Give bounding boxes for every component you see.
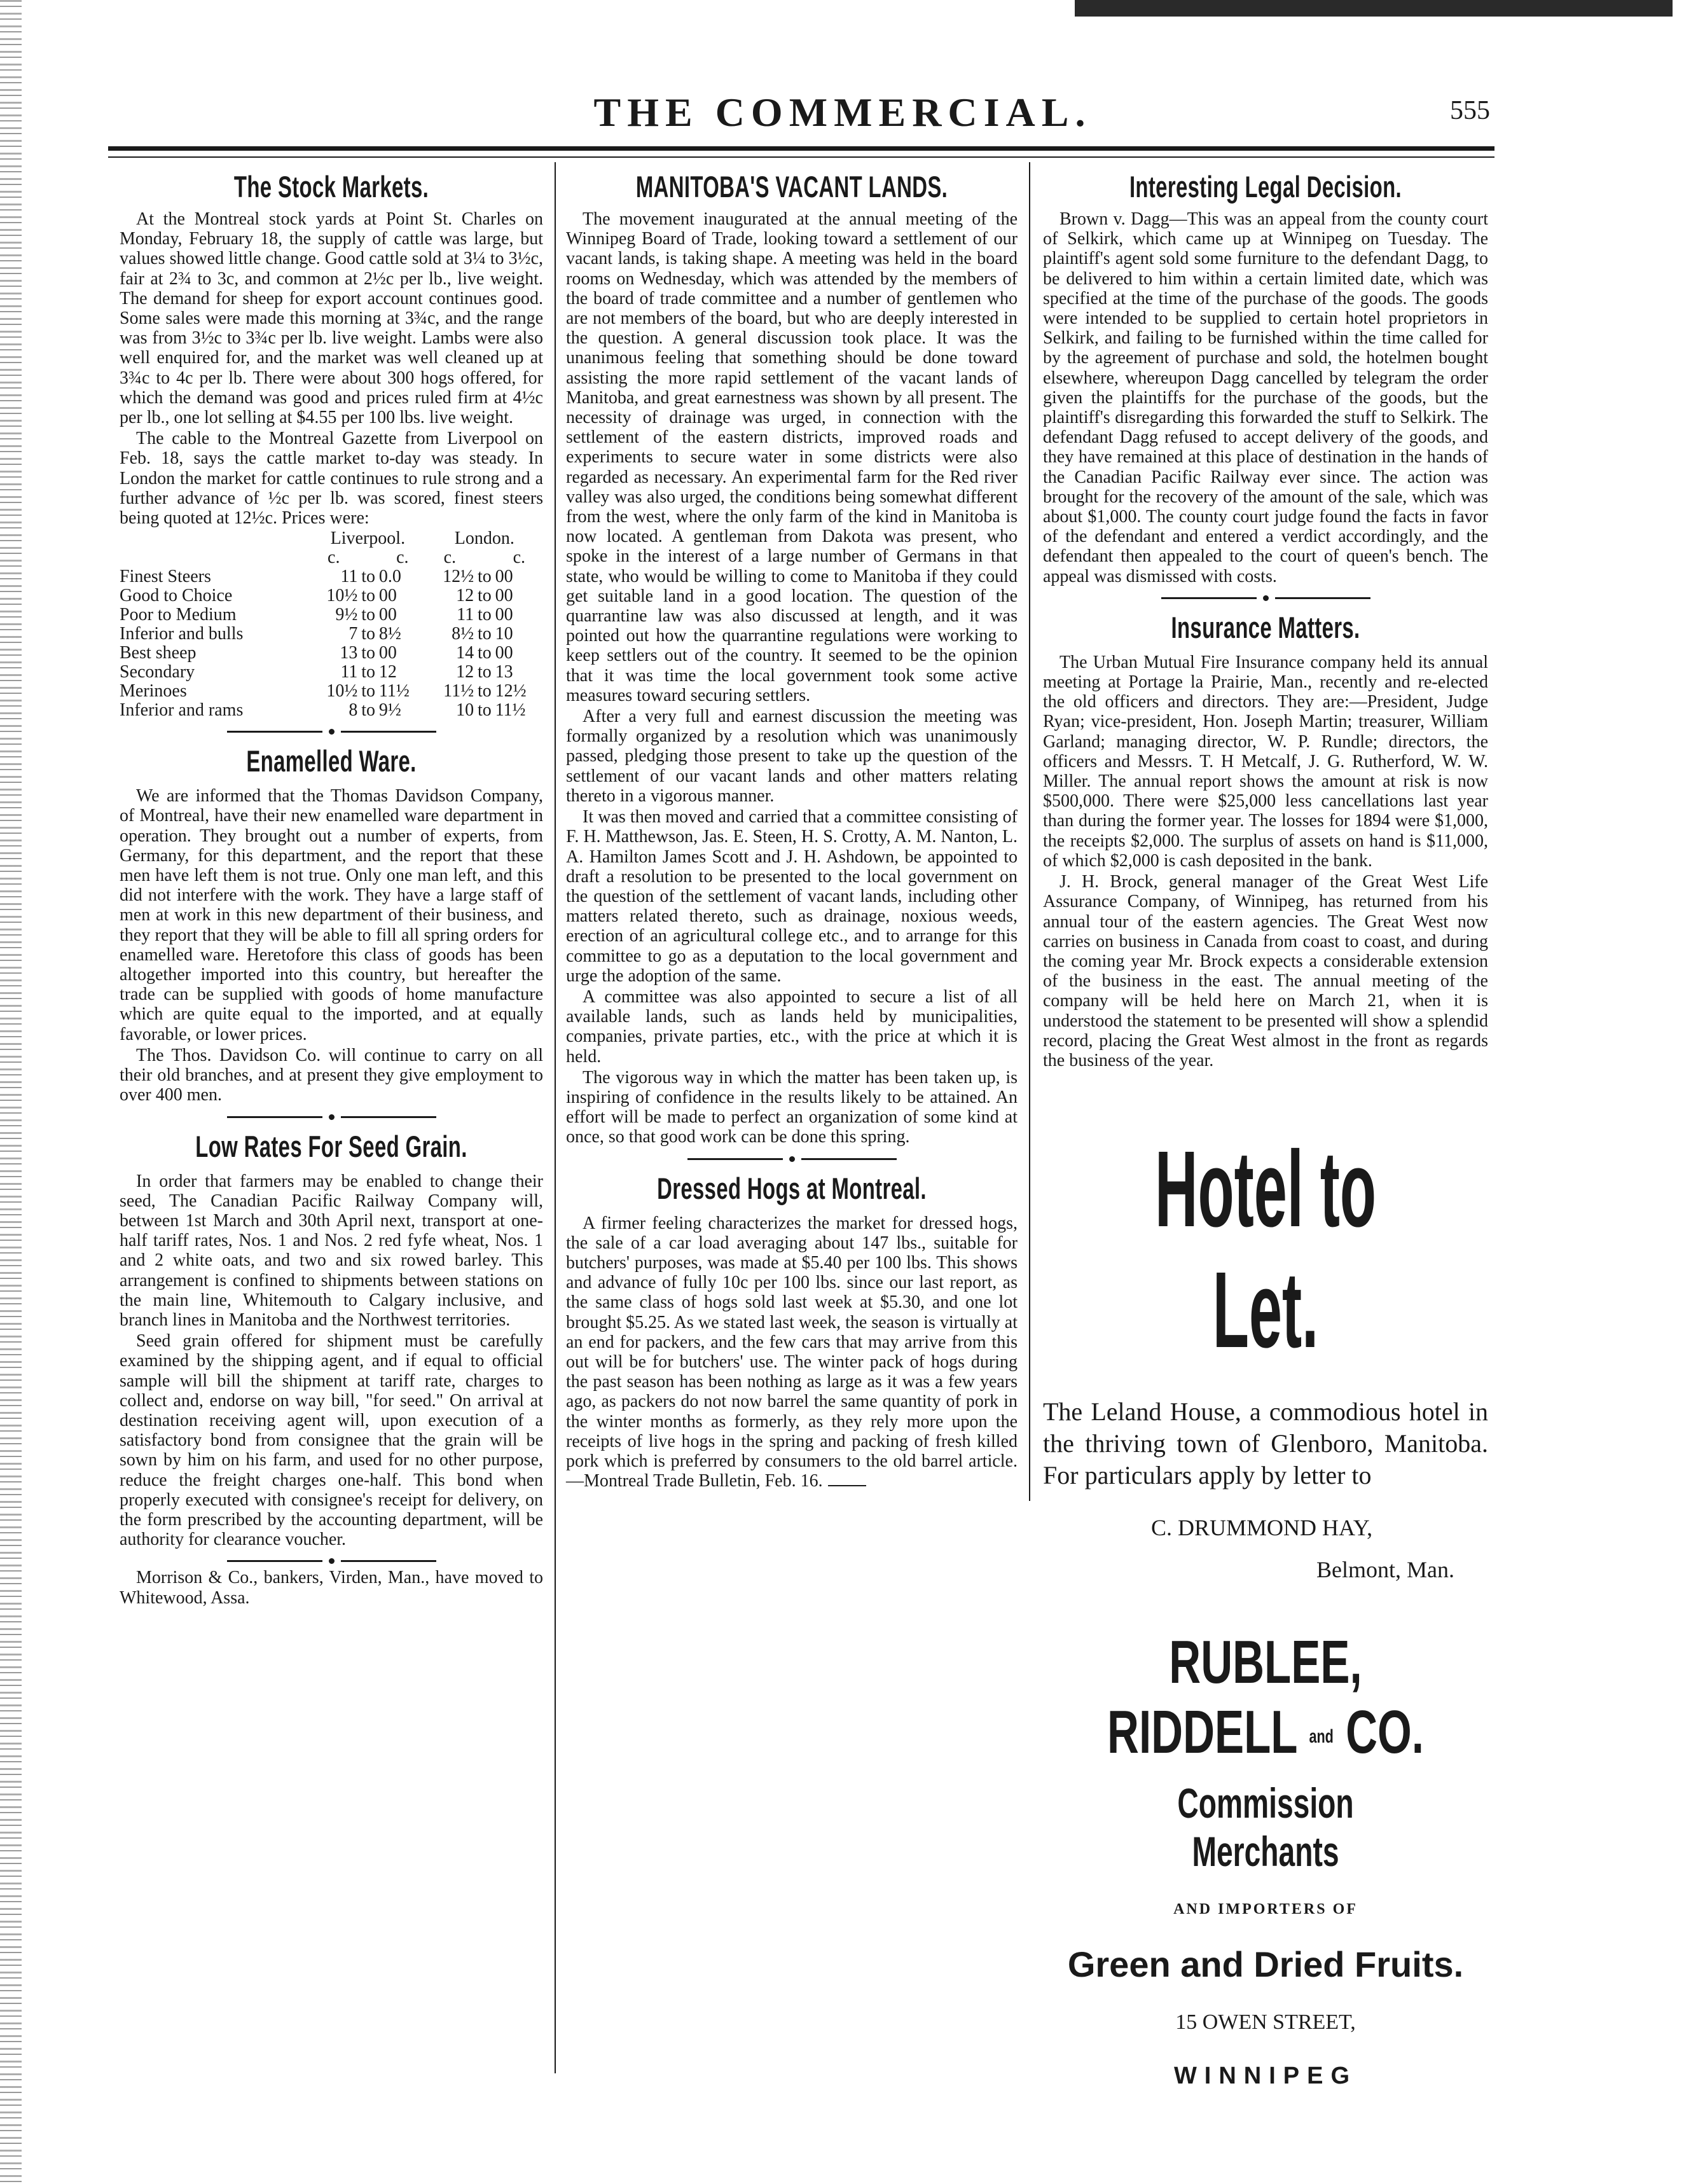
price-value: 00 — [495, 586, 513, 606]
price-value: 8½ — [378, 624, 401, 644]
table-header-row — [120, 529, 543, 548]
to-word: to — [361, 586, 376, 606]
row-label: Poor to Medium — [120, 605, 237, 625]
hotel-ad-place: Belmont, Man. — [1316, 1557, 1454, 1583]
table-row — [120, 605, 543, 625]
article-title: Interesting Legal Decision. — [1129, 170, 1402, 204]
paragraph: After a very full and earnest discussion the meeting was formally organized by a resolution which was unanimously passed, pledging those present to take up the question of the settlement of our vacant lands and other matters relating thereto in a vigorous manner. — [566, 707, 1018, 806]
column-divider — [1029, 162, 1030, 1501]
row-label: Secondary — [120, 662, 195, 682]
spacer — [1043, 1583, 1488, 1628]
table-row — [120, 567, 543, 586]
section-divider — [566, 1156, 1018, 1162]
price-value: 00 — [378, 586, 397, 606]
paragraph: The movement inaugurated at the annual meeting of the Winnipeg Board of Trade, looking toward a settlement of our vacant lands, is taking shape. A meeting was held in the board rooms on Wednesday, which was attended by the members of the board of trade committee and a number of gentlemen who are not members of the board, but who are deeply interested in the question. A general discussion took place. It was the unanimous feeling that something should be done toward assisting the more rapid settlement of the vacant lands of Manitoba, and great earnestness was shown by all present. The necessity of drainage was urged, in connection with the settlement of the eastern districts, improved roads and experiments to secure water in some districts were also regarded as necessary. An experimental farm for the Red river valley was also urged, the conditions being somewhat different from the west, where the only farm of the kind in Manitoba is now located. A gentleman from Dakota was present, who spoke in the interest of a large number of Germans in that state, who would be willing to come to Manitoba if they could get suitable land in a good location. The question of the quarrantine law was also discussed at length, and it was pointed out how the quarrantine regulations were working to keep settlers out of the country. It seemed to be the opinion that it was time the local government took some active measures toward securing settlers. — [566, 209, 1018, 705]
paragraph: Morrison & Co., bankers, Virden, Man., have moved to Whitewood, Assa. — [120, 1568, 543, 1608]
article-title: Dressed Hogs at Montreal. — [657, 1171, 927, 1205]
paragraph: Brown v. Dagg—This was an appeal from the county court of Selkirk, which came up at Winnipeg on Tuesday. The plaintiff's agent sold some furniture to the defendant Dagg, to be delivered to him within a certain limited date, which was specified at the time of the purchase of the goods. The goods were intended to be supplied to certain hotel proprietors in Selkirk, and failing to be furnished within the time called for by the agreement of purchase and sold, the hotelmen bought elsewhere, whereupon Dagg cancelled by telegram the order given the plaintiffs for the purchase of the goods, but the plaintiff's disregarding this forwarded the stuff to Selkirk. The defendant Dagg refused to accept delivery of the goods, and they have remained at this place of destination in the hands of the Canadian Pacific Railway ever since. The action was brought for the recovery of the amount of the sale, which was about $1,000. The county court judge found the facts in favor of the defendant and entered a verdict accordingly, and the defendant then appealed to the court of queen's bench. The appeal was dismissed with costs. — [1043, 209, 1488, 586]
hotel-ad-name: C. DRUMMOND HAY, — [1151, 1515, 1373, 1541]
table-unit-row — [120, 548, 543, 567]
price-value: 11 — [457, 605, 474, 625]
price-value: 14 — [456, 643, 474, 663]
price-value: 00 — [495, 643, 513, 663]
row-label: Inferior and bulls — [120, 624, 244, 644]
to-word: to — [477, 700, 492, 721]
section-divider — [120, 729, 543, 735]
article-title: MANITOBA'S VACANT LANDS. — [635, 170, 948, 204]
article-title: Low Rates For Seed Grain. — [195, 1129, 467, 1163]
table-row — [120, 663, 543, 682]
rublee-name-line — [1105, 1628, 1426, 1767]
price-value: 13 — [495, 662, 513, 682]
article-title: Enamelled Ware. — [246, 744, 417, 778]
scan-edge — [0, 0, 22, 2184]
price-value: 10½ — [326, 681, 358, 702]
paragraph: The Urban Mutual Fire Insurance company held its annual meeting at Portage la Prairie, Man., recently and re-elected the old officers and directors. They are:—President, Judge Ryan; vice-president, Hon. Joseph Martin; treasurer, William Garland; managing director, W. P. Rundle; directors, the officers and Messrs. T. H Metcalf, J. G. Rutherford, W. W. Miller. The annual report shows the amount at risk is now $500,000. There were $25,000 less cancellations last year than during the former year. The losses for 1894 were $1,000, the receipts $2,000. The surplus of assets on hand is $11,000, of which $2,000 is cash deposited in the bank. — [1043, 652, 1488, 871]
masthead: THE COMMERCIAL. — [593, 90, 1092, 135]
price-value: 12½ — [495, 681, 527, 702]
rublee-fruits: Green and Dried Fruits. — [1067, 1944, 1464, 1985]
paragraph — [566, 1213, 1018, 1491]
price-value: 13 — [340, 643, 358, 663]
prices-table — [120, 529, 543, 720]
price-value: 00 — [378, 605, 397, 625]
price-value: 0.0 — [378, 567, 401, 587]
paragraph: A committee was also appointed to secure a list of all available lands, such as lands held by municipalities, companies, private parties, etc., with the price at which it is held. — [566, 986, 1018, 1067]
section-divider — [1043, 595, 1488, 601]
paragraph: The vigorous way in which the matter has been taken up, is inspiring of confidence in the results likely to be attained. An effort will be made to perfect an organization of some kind at once, so that good work can be done this spring. — [566, 1067, 1018, 1147]
to-word: to — [361, 681, 376, 702]
column-2 — [566, 167, 1018, 1492]
unit-label: c. — [328, 548, 340, 568]
price-value: 12½ — [443, 567, 474, 587]
rublee-name: RUBLEE, RIDDELL — [1107, 1628, 1362, 1767]
paragraph: In order that farmers may be enabled to change their seed, The Canadian Pacific Railway Company will, between 1st March and 30th April next, transport at one-half tariff rates, Nos. 1 and Nos. 2 red fyfe wheat, Nos. 1 and 2 white oats, and two and six rowed barley. This arrangement is confined to shipments between stations on the main line, Whitemouth to Calgary inclusive, and branch lines in Manitoba and the Northwest territories. — [120, 1171, 543, 1330]
to-word: to — [361, 567, 376, 587]
article-title: Insurance Matters. — [1171, 610, 1360, 644]
to-word: to — [361, 605, 376, 625]
to-word: to — [361, 700, 376, 721]
header-liverpool: Liverpool. — [330, 529, 406, 549]
to-word: to — [361, 662, 376, 682]
row-label: Merinoes — [120, 681, 187, 702]
table-row — [120, 586, 543, 605]
price-value: 10 — [495, 624, 513, 644]
paragraph: J. H. Brock, general manager of the Great West Life Assurance Company, of Winnipeg, has returned from his annual tour of the eastern agencies. The Great West now carries on business in Canada from coast to coast, and during the coming year Mr. Brock expects a considerable extension of the business in the east. The annual meeting of the company will be held here on March 21, when it is understood the statement to be presented will show a splendid record, placing the Great West almost in the front as regards the business of the year. — [1043, 872, 1488, 1070]
price-value: 9½ — [335, 605, 358, 625]
price-value: 11½ — [378, 681, 410, 702]
price-value: 11½ — [495, 700, 526, 721]
price-value: 00 — [378, 643, 397, 663]
scan-top-bar — [1075, 0, 1673, 17]
table-row — [120, 625, 543, 644]
paragraph-text: A firmer feeling characterizes the market for dressed hogs, the sale of a car load averaging about 147 lbs., suitable for butchers' purposes, was made at $5.40 per 100 lbs. This shows and advance of fully 10c per 100 lbs. since our last report, as the same class of hogs sold last week at $5.30, and one lot brought $5.25. As we stated last week, the season is virtually at an end for packers, and the few cars that may arrive from this out will be for butchers' use. The winter pack of hogs during the past season has been nothing as large as it was a few years ago, as packers do not now barrel the same quantity of pork in the winter months as formerly, as they rely more upon the receipts of live hogs in the spring and packing of fresh killed pork which is preferred by consumers to the old barrel article. —Montreal Trade Bulletin, Feb. 16. — [566, 1213, 1018, 1491]
price-value: 12 — [378, 662, 397, 682]
paragraph: The cable to the Montreal Gazette from Liverpool on Feb. 18, says the cattle market to-day was steady. In London the market for cattle continues to rule strong and a further advance of ½c per lb. was scored, finest steers being quoted at 12½c. Prices were: — [120, 429, 543, 529]
to-word: to — [477, 586, 492, 606]
section-divider — [120, 1114, 543, 1120]
end-rule — [828, 1485, 866, 1486]
price-value: 9½ — [378, 700, 401, 721]
rublee-address: 15 OWEN STREET, — [1175, 2010, 1356, 2035]
to-word: to — [477, 643, 492, 663]
price-value: 00 — [495, 567, 513, 587]
table-row — [120, 644, 543, 663]
rublee-importers: AND IMPORTERS OF — [1173, 1901, 1358, 1918]
article-title: The Stock Markets. — [233, 170, 429, 204]
paragraph: The Thos. Davidson Co. will continue to carry on all their old branches, and at present they give employment to over 400 men. — [120, 1045, 543, 1105]
column-1 — [120, 167, 543, 1609]
price-value: 11 — [340, 662, 358, 682]
paragraph: Seed grain offered for shipment must be carefully examined by the shipping agent, and if equal to official sample will bill the shipment at tariff rate, charges to collect and, endorse on way bill, "for seed." On arrival at destination receiving agent will, upon execution of a satisfactory bond from consignee that the grain will be sown by him on his farm, and used for no other purpose, reduce the freight charges one-half. This bond when properly executed with consignee's receipt for delivery, on the form prescribed by the accounting department, will be authority for clearance voucher. — [120, 1331, 543, 1550]
paragraph: We are informed that the Thomas Davidson Company, of Montreal, have their new enamelled ware department in operation. They brought out a number of experts, from Germany, for this department, and the report that these men have left them is not true. Only one man left, and this did not interfere with the work. They have a large staff of men at work in this new department of their business, and they report that they will be able to fill all spring orders for enamelled ware. Heretofore this class of goods has been altogether imported into this country, but hereafter the trade can be supplied with goods of home manufacture which are quite equal to the imported, and at equally favorable, or lower prices. — [120, 786, 543, 1044]
to-word: to — [361, 643, 376, 663]
paragraph: It was then moved and carried that a committee consisting of F. H. Matthewson, Jas. E. Steen, H. S. Crotty, A. M. Nanton, L. A. Hamilton James Scott and J. H. Ashdown, be appointed to draft a resolution to be presented to the local government on the question of the settlement of vacant lands, including other matters related thereto, such as drainage, noxious weeds, erection of an agricultural college etc., and to arrange for this committee to go as a deputation to the local government and urge the adoption of the same. — [566, 807, 1018, 986]
unit-label: c. — [513, 548, 525, 568]
header-london: London. — [454, 529, 514, 549]
rublee-commission: Commission Merchants — [1177, 1780, 1354, 1876]
rublee-co: CO. — [1346, 1698, 1424, 1767]
to-word: to — [477, 662, 492, 682]
price-value: 8 — [349, 700, 358, 721]
rublee-and: and — [1309, 1725, 1334, 1747]
hotel-ad-body: The Leland House, a commodious hotel in the thriving town of Glenboro, Manitoba. For particulars apply by letter to — [1043, 1397, 1488, 1490]
price-value: 10½ — [326, 586, 358, 606]
page-number: 555 — [1450, 96, 1490, 125]
column-3 — [1043, 167, 1488, 2090]
price-value: 7 — [349, 624, 358, 644]
price-value: 8½ — [452, 624, 474, 644]
rublee-city: WINNIPEG — [1173, 2063, 1358, 2090]
unit-label: c. — [396, 548, 409, 568]
section-divider — [120, 1558, 543, 1564]
price-value: 00 — [495, 605, 513, 625]
column-divider — [555, 162, 556, 2073]
price-value: 11 — [340, 567, 358, 587]
to-word: to — [477, 605, 492, 625]
unit-label: c. — [443, 548, 457, 568]
spacer — [1043, 1072, 1488, 1129]
price-value: 12 — [456, 586, 474, 606]
price-value: 12 — [456, 662, 474, 682]
row-label: Good to Choice — [120, 586, 233, 606]
row-label: Finest Steers — [120, 567, 211, 587]
header-rule — [108, 146, 1494, 151]
to-word: to — [477, 567, 492, 587]
to-word: to — [361, 624, 376, 644]
row-label: Inferior and rams — [120, 700, 244, 721]
price-value: 11½ — [443, 681, 474, 702]
hotel-ad-title: Hotel to Let. — [1155, 1129, 1376, 1371]
table-row — [120, 682, 543, 701]
price-value: 10 — [456, 700, 474, 721]
table-row — [120, 701, 543, 720]
row-label: Best sheep — [120, 643, 197, 663]
paragraph: At the Montreal stock yards at Point St. Charles on Monday, February 18, the supply of cattle was large, but values showed little change. Good cattle sold at 3¼ to 3½c, fair at 2¾ to 3c, and common at 2½c per lb., live weight. The demand for sheep for export account continues good. Some sales were made this morning at 3¾c, and the range was from 3½c to 3¾c per lb. live weight. Lambs were also well enquired for, and the market was well cleaned up at 3¾c to 4c per lb. There were about 300 hogs offered, for which the demand was good and prices ruled firm at 4½c per lb., one lot selling at $4.55 per 100 lbs. live weight. — [120, 209, 543, 428]
header-rule-thin — [108, 156, 1494, 158]
to-word: to — [477, 624, 492, 644]
to-word: to — [477, 681, 492, 702]
